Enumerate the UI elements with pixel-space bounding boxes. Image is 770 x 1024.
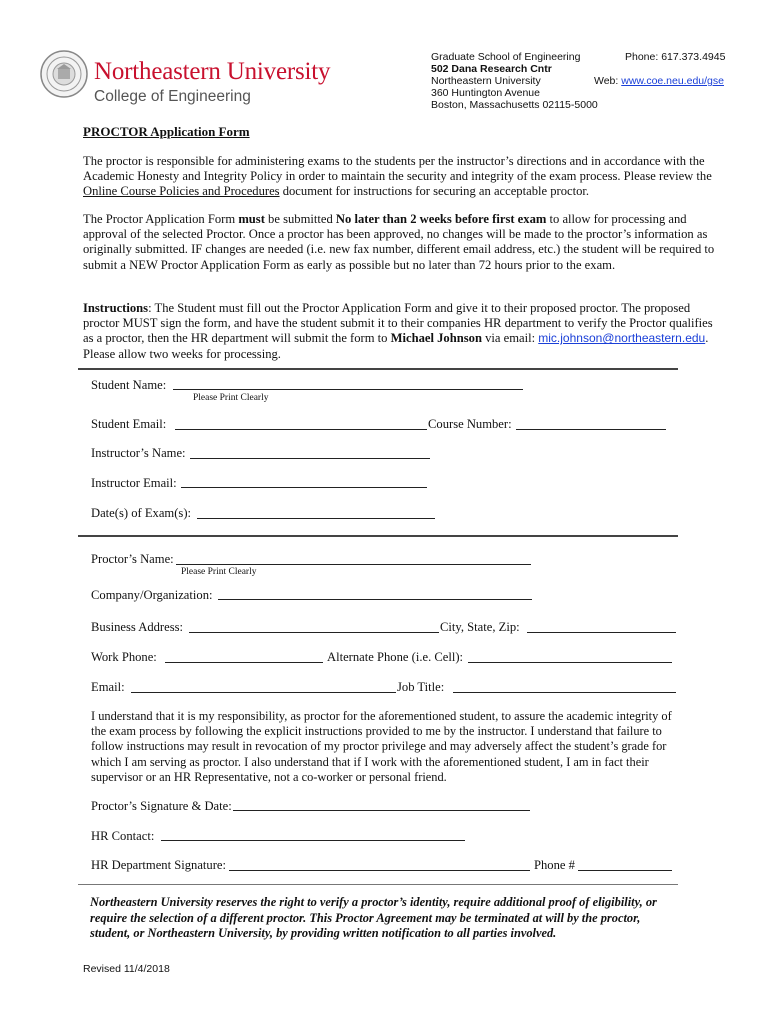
job-title-field[interactable] — [453, 692, 676, 693]
business-address-label: Business Address: — [91, 620, 184, 634]
exam-dates-label: Date(s) of Exam(s): — [91, 506, 192, 520]
alt-phone-field[interactable] — [468, 662, 672, 663]
university-seal-icon — [40, 50, 88, 98]
hr-phone-field[interactable] — [578, 870, 672, 871]
deadline-emphasis: No later than 2 weeks before first exam — [335, 212, 547, 226]
instructions-label: Instructions — [83, 301, 149, 315]
instructor-name-field[interactable] — [190, 458, 430, 459]
policies-link[interactable]: Online Course Policies and Procedures — [83, 184, 280, 199]
submission-text-c: to allow for processing and approval of the selected Proctor. Once a proctor has been approved, no changes will be made to the proctor’s information as originally submitted. IF changes are needed (i.e. new fax number, different email address, etc.) the student will be required to submit a NEW Proctor Application Form as early as possible but no later than 72 hours prior to the exam. — [83, 212, 715, 272]
header-web — [594, 75, 724, 87]
hr-signature-field[interactable] — [229, 870, 530, 871]
university-logo-name: Northeastern University — [94, 58, 331, 85]
submission-text-a: The Proctor Application Form — [83, 212, 239, 226]
submission-paragraph — [83, 212, 723, 273]
hr-contact-label: HR Contact: — [91, 829, 155, 843]
address-line-2: 502 Dana Research Cntr — [431, 63, 552, 75]
instructions-text-b: via email: — [481, 331, 539, 346]
college-name: College of Engineering — [94, 88, 251, 105]
signature-date-field[interactable] — [233, 810, 530, 811]
intro-paragraph — [83, 154, 723, 200]
signature-date-label: Proctor’s Signature & Date: — [91, 799, 232, 813]
submission-text-b: be submitted — [264, 212, 336, 226]
proctor-agreement-text: I understand that it is my responsibility, as proctor for the aforementioned student, to assure the academic integrity of the exam process by following the explicit instructions provided to me by the instructor. I understand that failure to follow instructions may result in revocation of my proctor privilege and may adversely affect the student’s grade for which I am serving as proctor. I also understand that if I work with the aforementioned student, I am in fact their supervisor or an HR Representative, not a co-worker or personal friend. — [91, 709, 672, 784]
print-clearly-hint-proctor: Please Print Clearly — [181, 567, 257, 577]
section-divider-bottom — [78, 884, 678, 885]
city-state-zip-field[interactable] — [527, 632, 676, 633]
student-email-field[interactable] — [175, 429, 427, 430]
print-clearly-hint: Please Print Clearly — [193, 393, 269, 403]
city-state-zip-label: City, State, Zip: — [440, 620, 520, 634]
business-address-field[interactable] — [189, 632, 439, 633]
proctor-email-label: Email: — [91, 680, 125, 694]
revision-date: Revised 11/4/2018 — [83, 963, 170, 975]
form-title: PROCTOR Application Form — [83, 124, 250, 139]
address-line-4: 360 Huntington Avenue — [431, 87, 540, 99]
address-line-1: Graduate School of Engineering — [431, 51, 581, 63]
company-label: Company/Organization: — [91, 588, 213, 602]
instructor-name-label: Instructor’s Name: — [91, 446, 186, 460]
exam-dates-field[interactable] — [197, 518, 435, 519]
student-name-label: Student Name: — [91, 378, 167, 392]
hr-phone-label: Phone # — [534, 858, 575, 872]
student-email-label: Student Email: — [91, 417, 167, 431]
instructions-text-c: . Please allow two weeks for processing. — [83, 331, 709, 361]
section-divider-top — [78, 368, 678, 370]
contact-name: Michael Johnson — [390, 331, 482, 346]
job-title-label: Job Title: — [397, 680, 445, 694]
student-name-field[interactable] — [173, 389, 523, 390]
web-label: Web: — [594, 75, 622, 87]
intro-tail: document for instructions for securing an acceptable proctor. — [279, 184, 590, 199]
section-divider-middle — [78, 535, 678, 537]
proctor-email-field[interactable] — [131, 692, 396, 693]
course-number-field[interactable] — [516, 429, 666, 430]
course-number-label: Course Number: — [428, 417, 512, 431]
company-field[interactable] — [218, 599, 532, 600]
web-link[interactable]: www.coe.neu.edu/gse — [621, 75, 724, 87]
intro-text: The proctor is responsible for administering exams to the students per the instructor’s directions and in accordance with the Academic Honesty and Integrity Policy in order to maintain the security and integrity of the exam process. Please review the — [83, 154, 712, 184]
proctor-name-field[interactable] — [176, 564, 531, 565]
instructions-paragraph — [83, 301, 723, 362]
instructor-email-label: Instructor Email: — [91, 476, 177, 490]
alt-phone-label: Alternate Phone (i.e. Cell): — [327, 650, 464, 664]
address-line-3: Northeastern University — [431, 75, 541, 87]
instructions-text-a: : The Student must fill out the Proctor Application Form and give it to their proposed proctor. The proposed proctor MUST sign the form, and have the student submit it to their companies HR department to verify the Proctor qualifies as a proctor, then the HR department will submit the form to — [83, 301, 713, 346]
must-emphasis: must — [238, 212, 265, 226]
header-phone: Phone: 617.373.4945 — [625, 51, 726, 63]
contact-email-link[interactable]: mic.johnson@northeastern.edu — [538, 331, 706, 346]
instructor-email-field[interactable] — [181, 487, 427, 488]
work-phone-field[interactable] — [165, 662, 323, 663]
hr-contact-field[interactable] — [161, 840, 465, 841]
address-line-5: Boston, Massachusetts 02115-5000 — [431, 99, 598, 111]
university-notice: Northeastern University reserves the right to verify a proctor’s identity, require additional proof of eligibility, or require the selection of a different proctor. This Proctor Agreement may be terminated at will by the proctor, student, or Northeastern University, by providing written notification to all parties involved. — [90, 895, 657, 940]
proctor-name-label: Proctor’s Name: — [91, 552, 174, 566]
hr-signature-label: HR Department Signature: — [91, 858, 227, 872]
work-phone-label: Work Phone: — [91, 650, 157, 664]
